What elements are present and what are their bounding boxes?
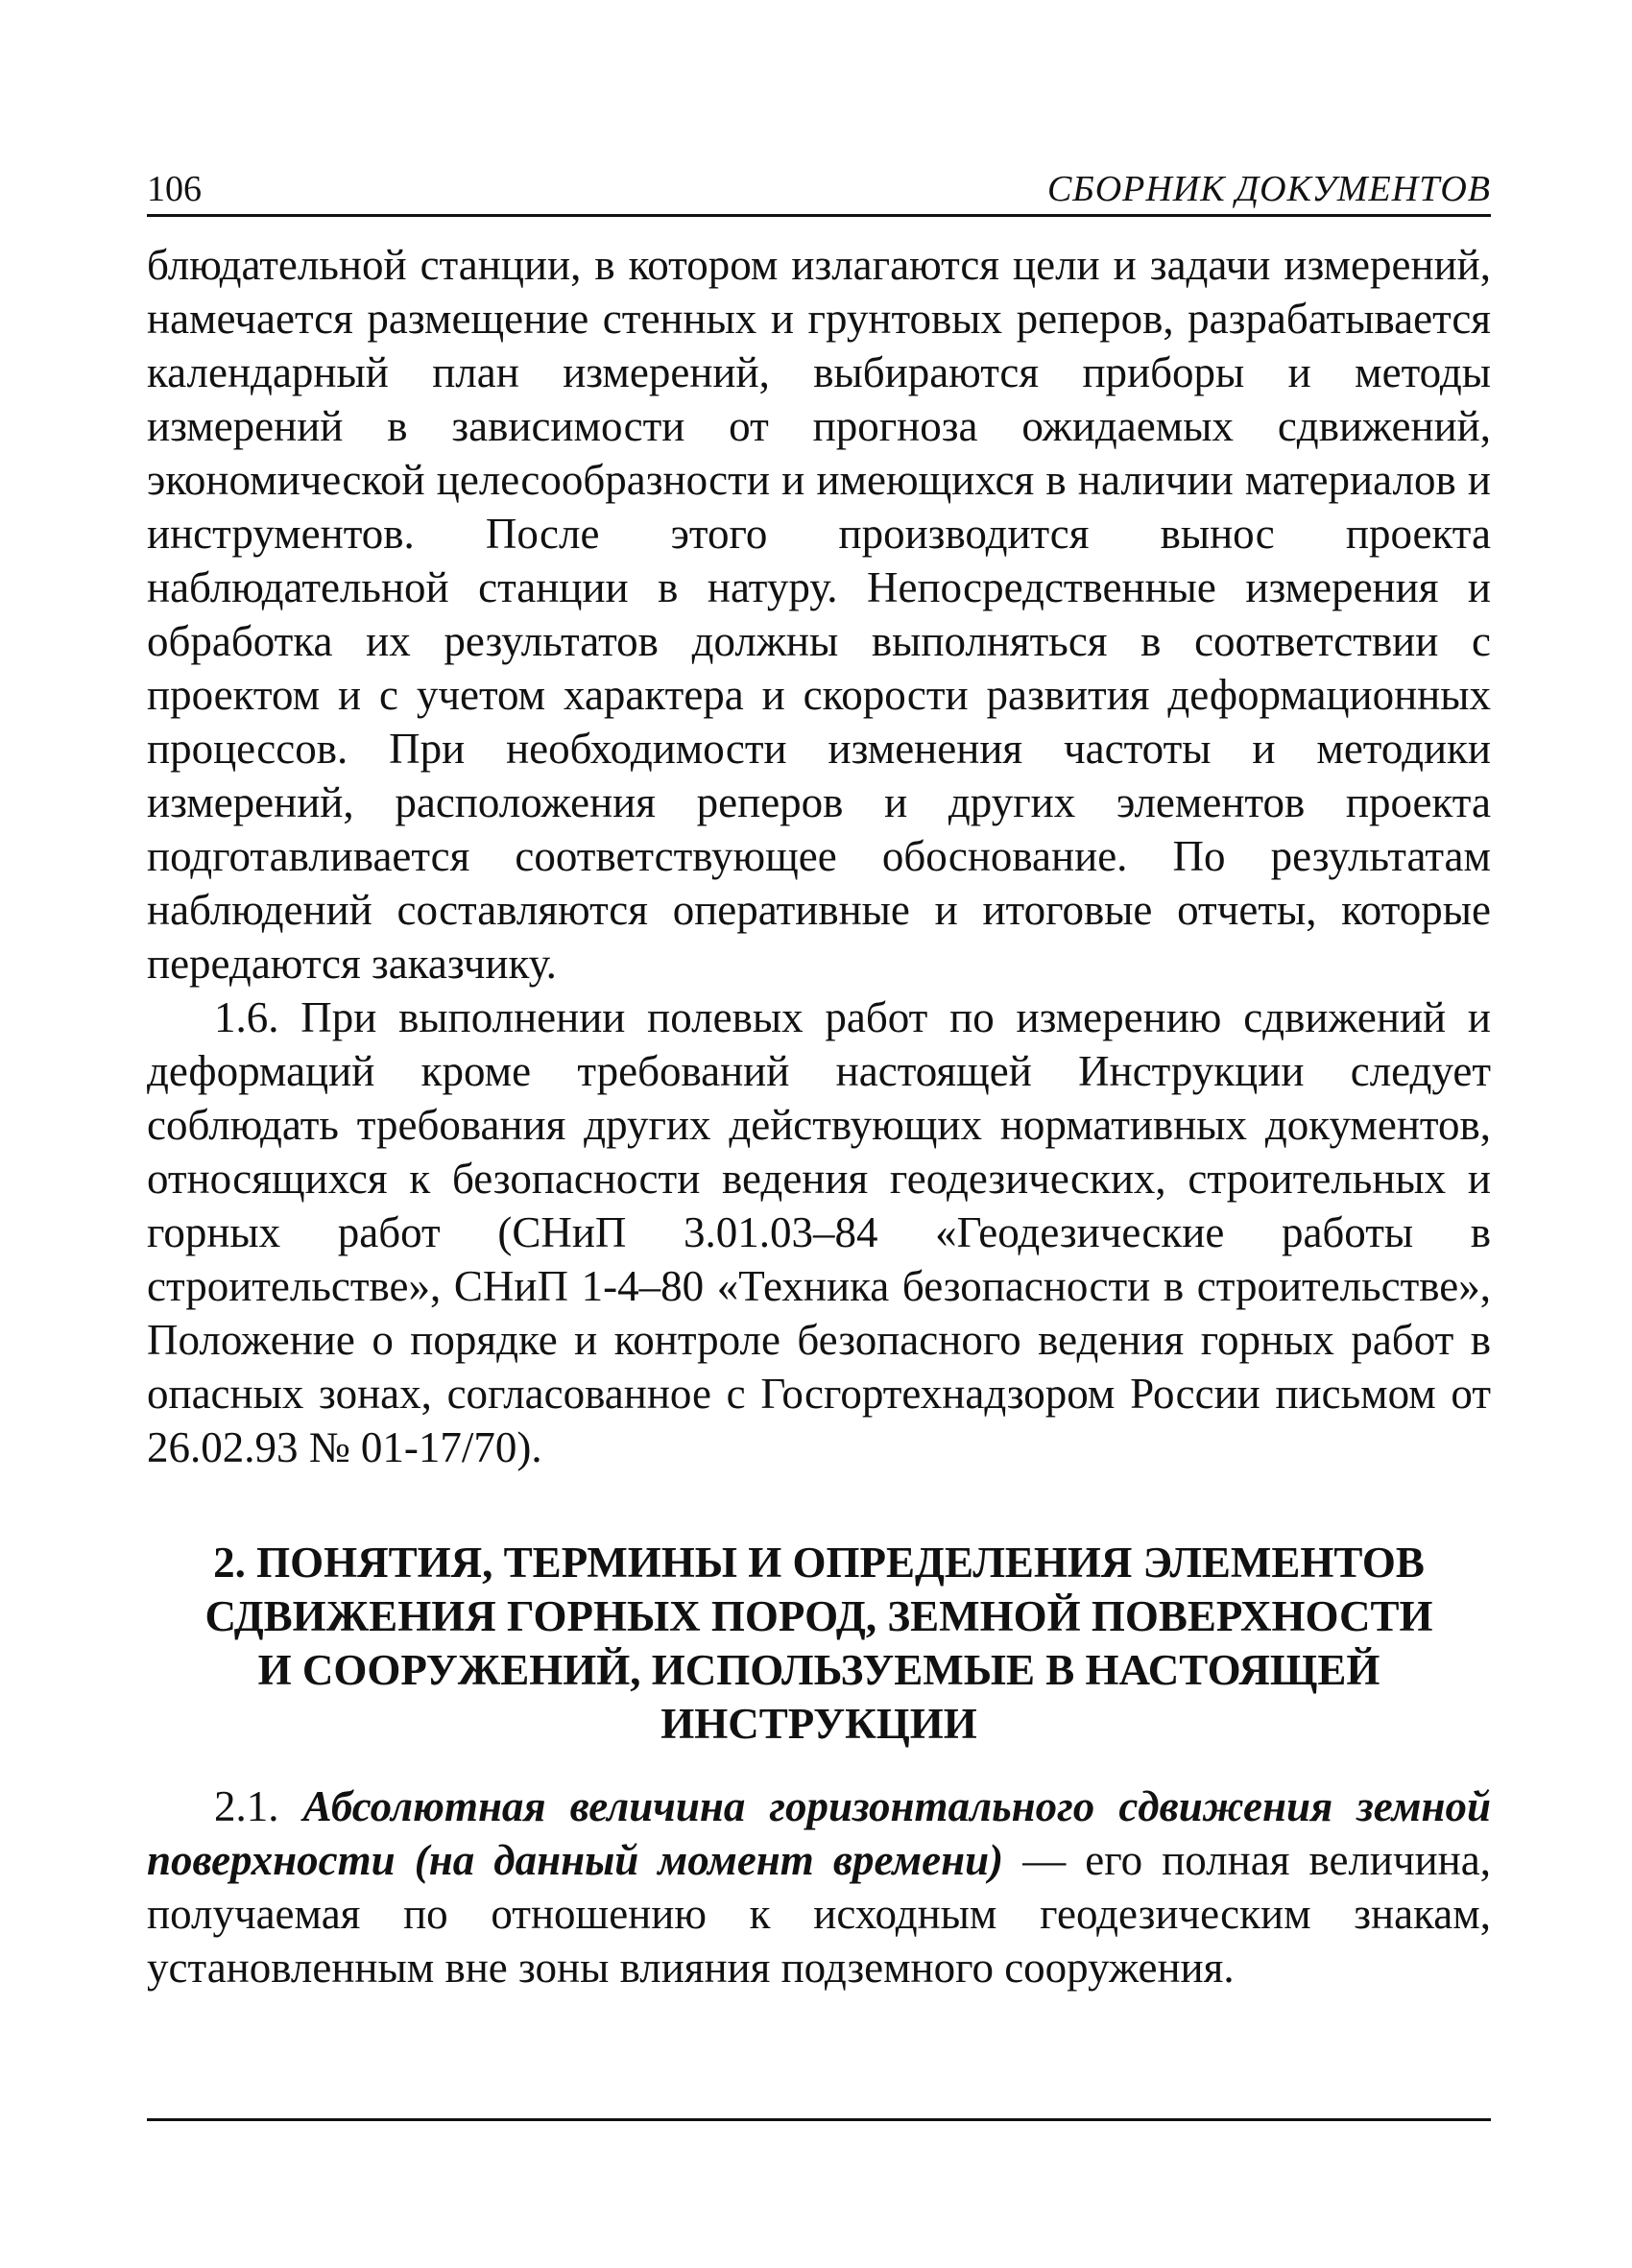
- running-header: [147, 168, 1491, 217]
- document-page: [147, 168, 1491, 1994]
- definition-text: — его полная величина, получаемая по отношению к исходным геодезическим знакам, установленным вне зоны влияния подземного сооружения.: [147, 1836, 1491, 1992]
- paragraph-continued: блюдательной станции, в котором излагаются цели и задачи измерений, намечается размещение стенных и грунтовых реперов, разрабатывается календарный план измерений, выбираются приборы и методы измерений в зависимости от прогноза ожидаемых сдвижений, экономической целесообразности и имеющихся в наличии материалов и инструментов. После этого производится вынос проекта наблюдательной станции в натуру. Непосредственные измерения и обработка их результатов должны выполняться в соответствии с проектом и с учетом характера и скорости развития деформационных процессов. При необходимости изменения частоты и методики измерений, расположения реперов и других элементов проекта подготавливается соответствующее обоснование. По результатам наблюдений составляются оперативные и итоговые отчеты, которые передаются заказчику.: [147, 241, 1491, 988]
- section-heading: [147, 1536, 1491, 1751]
- definitions: [147, 1779, 1491, 1994]
- section-heading-line: СДВИЖЕНИЯ ГОРНЫХ ПОРОД, ЗЕМНОЙ ПОВЕРХНОСТИ: [204, 1592, 1433, 1640]
- page-number: 106: [147, 169, 202, 209]
- body-text: [147, 238, 1491, 1474]
- definition-term: Абсолютная величина горизонтального сдвижения земной поверхности (на данный момент времени): [147, 1782, 1491, 1884]
- footnote-divider: [147, 2118, 1491, 2121]
- running-title: СБОРНИК ДОКУМЕНТОВ: [1046, 169, 1491, 209]
- paragraph-1-6: 1.6. При выполнении полевых работ по измерению сдвижений и деформаций кроме требований настоящей Инструкции следует соблюдать требования других действующих нормативных документов, относящихся к безопасности ведения геодезических, строительных и горных работ (СНиП 3.01.03–84 «Геодезические работы в строительстве», СНиП 1-4–80 «Техника безопасности в строительстве», Положение о порядке и контроле безопасного ведения горных работ в опасных зонах, согласованное с Госгортехнадзором России письмом от 26.02.93 № 01-17/70).: [147, 993, 1491, 1471]
- section-heading-line: 2. ПОНЯТИЯ, ТЕРМИНЫ И ОПРЕДЕЛЕНИЯ ЭЛЕМЕНТОВ: [213, 1539, 1425, 1587]
- definition-number: 2.1.: [214, 1782, 303, 1830]
- definition-2-1: [147, 1779, 1491, 1994]
- section-heading-line: ИНСТРУКЦИИ: [660, 1700, 977, 1748]
- section-heading-line: И СООРУЖЕНИЙ, ИСПОЛЬЗУЕМЫЕ В НАСТОЯЩЕЙ: [257, 1646, 1380, 1694]
